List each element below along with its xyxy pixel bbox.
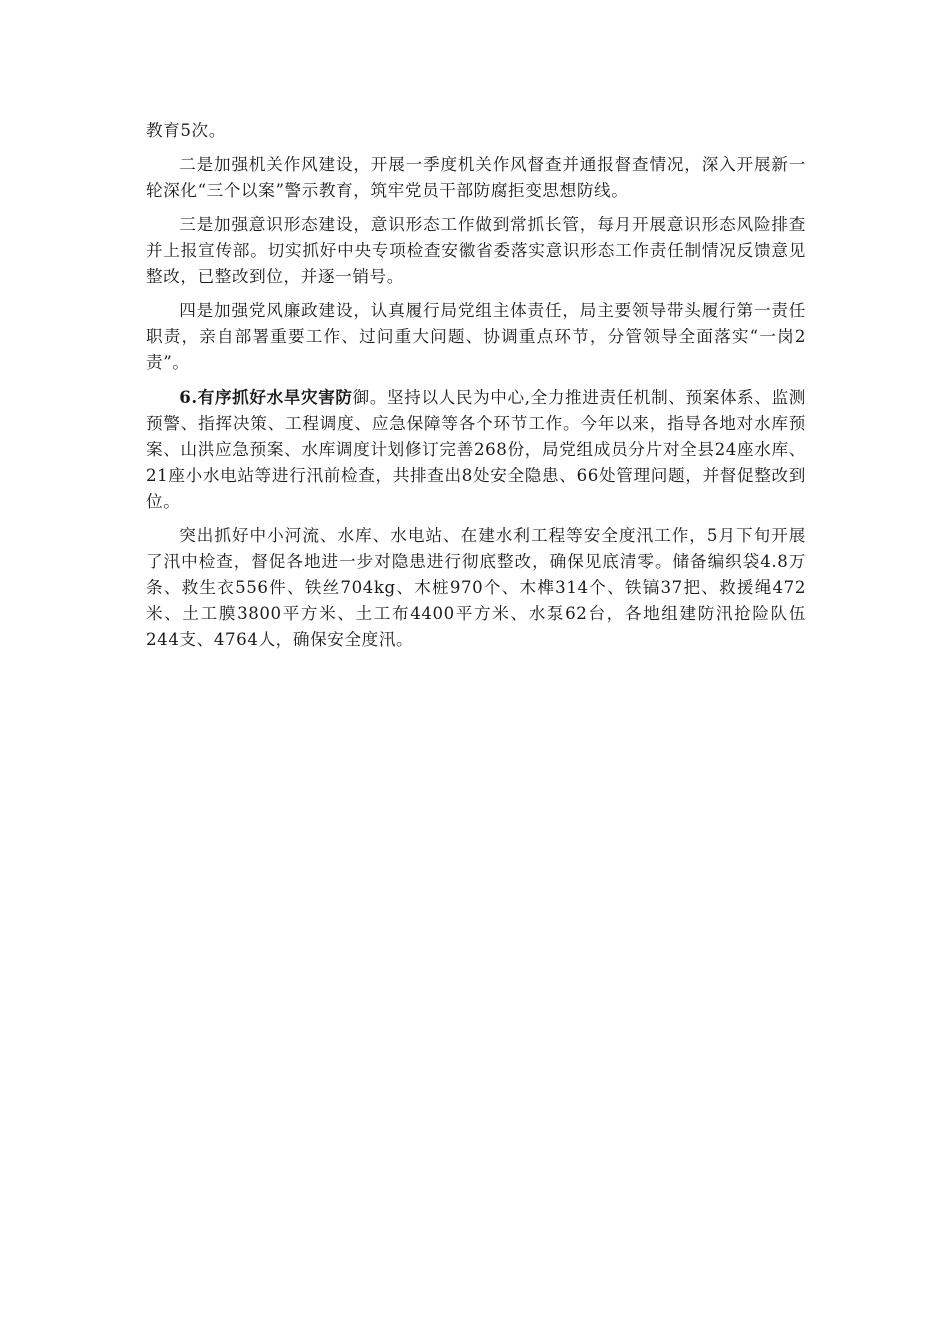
paragraph-text: 三是加强意识形态建设，意识形态工作做到常抓长管，每月开展意识形态风险排查并上报宣传部。切实抓好中央专项检查安徽省委落实意识形态工作责任制情况反馈意见整改，已整改到位，并逐一销号。 [146,215,806,286]
paragraph-text: 御。坚持以人民为中心,全力推进责任机制、预案体系、监测预警、指挥决策、工程调度、应急保障等各个环节工作。今年以来，指导各地对水库预案、山洪应急预案、水库调度计划修订完善268份，局党组成员分片对全县24座水库、21座小水电站等进行汛前检查，共排查出8处安全隐患、66处管理问题，并督促整改到位。 [146,388,806,511]
paragraph-text: 突出抓好中小河流、水库、水电站、在建水利工程等安全度汛工作，5月下旬开展了汛中检查，督促各地进一步对隐患进行彻底整改，确保见底清零。储备编织袋4.8万条、救生衣556件、铁丝704kg、木桩970个、木榫314个、铁镐37把、救援绳472米、土工膜3800平方米、土工布4400平方米、水泵62台，各地组建防汛抢险队伍244支、4764人，确保安全度汛。 [146,526,806,649]
paragraph-work-style [146,152,806,204]
paragraph-flood-safety [146,523,806,653]
paragraph-text: 教育5次。 [146,121,226,140]
section-heading: 6.有序抓好水旱灾害防 [179,387,353,407]
paragraph-disaster-prevention [146,384,806,515]
paragraph-integrity [146,298,806,376]
paragraph-text: 四是加强党风廉政建设，认真履行局党组主体责任，局主要领导带头履行第一责任职责，亲自部署重要工作、过问重大问题、协调重点环节，分管领导全面落实“一岗2责”。 [146,301,806,372]
paragraph-continuation [146,118,806,144]
document-page [146,118,806,661]
paragraph-text: 二是加强机关作风建设，开展一季度机关作风督查并通报督查情况，深入开展新一轮深化“三个以案”警示教育，筑牢党员干部防腐拒变思想防线。 [146,155,806,200]
paragraph-ideology [146,212,806,290]
